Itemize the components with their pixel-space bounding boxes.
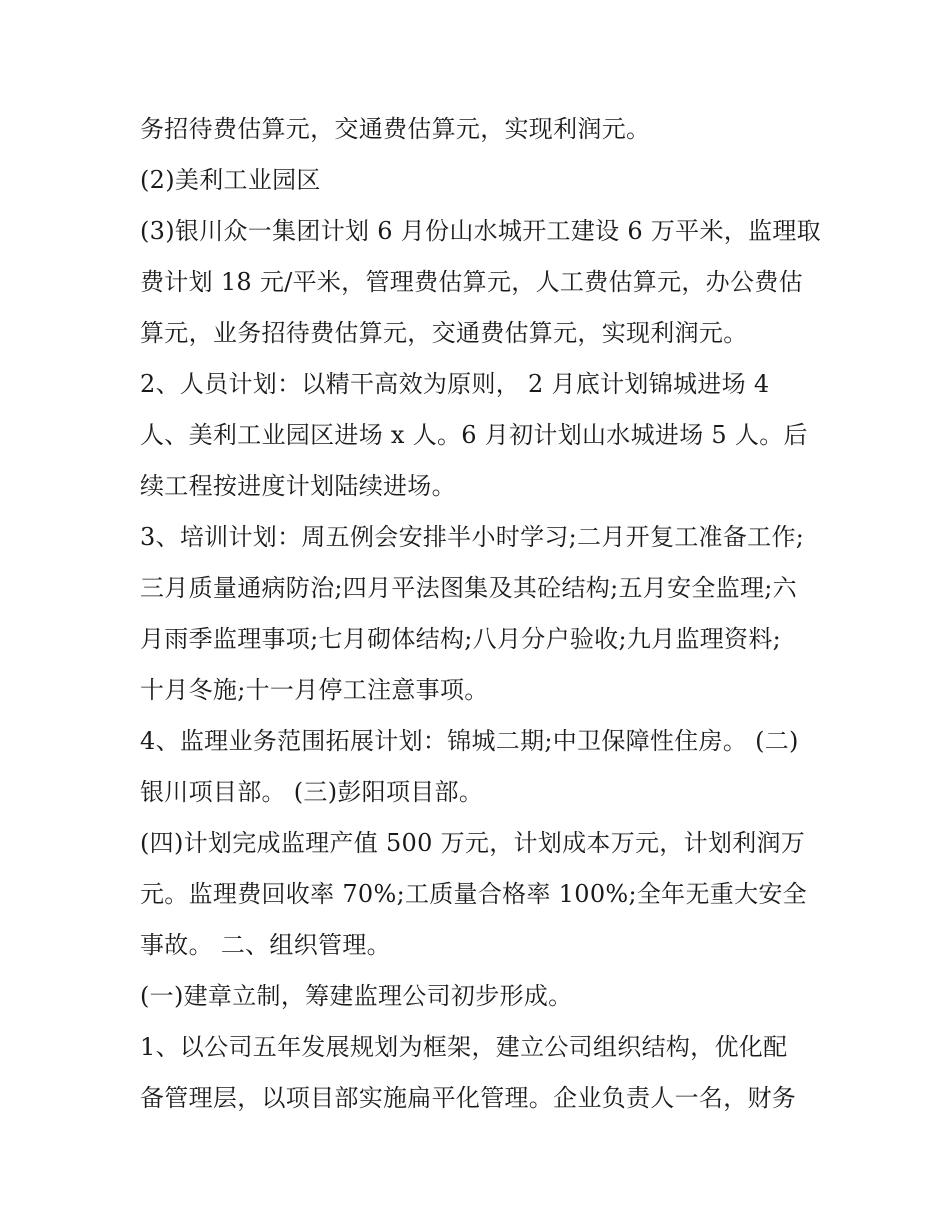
text-line: 务招待费估算元，交通费估算元，实现利润元。 (140, 115, 651, 143)
text-line: 十月冬施;十一月停工注意事项。 (140, 676, 489, 704)
text-line: 三月质量通病防治;四月平法图集及其砼结构;五月安全监理;六 (140, 574, 797, 602)
text-line: 月雨季监理事项;七月砌体结构;八月分户验收;九月监理资料; (140, 625, 782, 653)
text-line: 续工程按进度计划陆续进场。 (140, 472, 456, 500)
text-line: 元。监理费回收率 70%;工质量合格率 100%;全年无重大安全 (140, 880, 807, 908)
text-line: 4、监理业务范围拓展计划：锦城二期;中卫保障性住房。 (二) (140, 727, 799, 755)
text-line: 算元，业务招待费估算元，交通费估算元，实现利润元。 (140, 319, 748, 347)
text-line: 1、以公司五年发展规划为框架，建立公司组织结构，优化配 (140, 1033, 788, 1061)
text-line: 银川项目部。 (三)彭阳项目部。 (140, 778, 484, 806)
text-line: 人、美利工业园区进场 x 人。6 月初计划山水城进场 5 人。后 (140, 421, 808, 449)
text-line: 备管理层，以项目部实施扁平化管理。企业负责人一名，财务 (140, 1084, 797, 1112)
text-line: (一)建章立制，筹建监理公司初步形成。 (140, 982, 573, 1010)
text-line: 2、人员计划：以精干高效为原则， 2 月底计划锦城进场 4 (140, 370, 770, 398)
text-line: 3、培训计划：周五例会安排半小时学习;二月开复工准备工作; (140, 523, 805, 551)
text-line: 事故。 二、组织管理。 (140, 931, 391, 959)
text-line: (2)美利工业园区 (140, 166, 321, 194)
text-line: (3)银川众一集团计划 6 月份山水城开工建设 6 万平米，监理取 (140, 217, 821, 245)
document-body (140, 104, 820, 1124)
text-line: (四)计划完成监理产值 500 万元，计划成本万元，计划利润万 (140, 829, 806, 857)
text-line: 费计划 18 元/平米，管理费估算元，人工费估算元，办公费估 (140, 268, 803, 296)
